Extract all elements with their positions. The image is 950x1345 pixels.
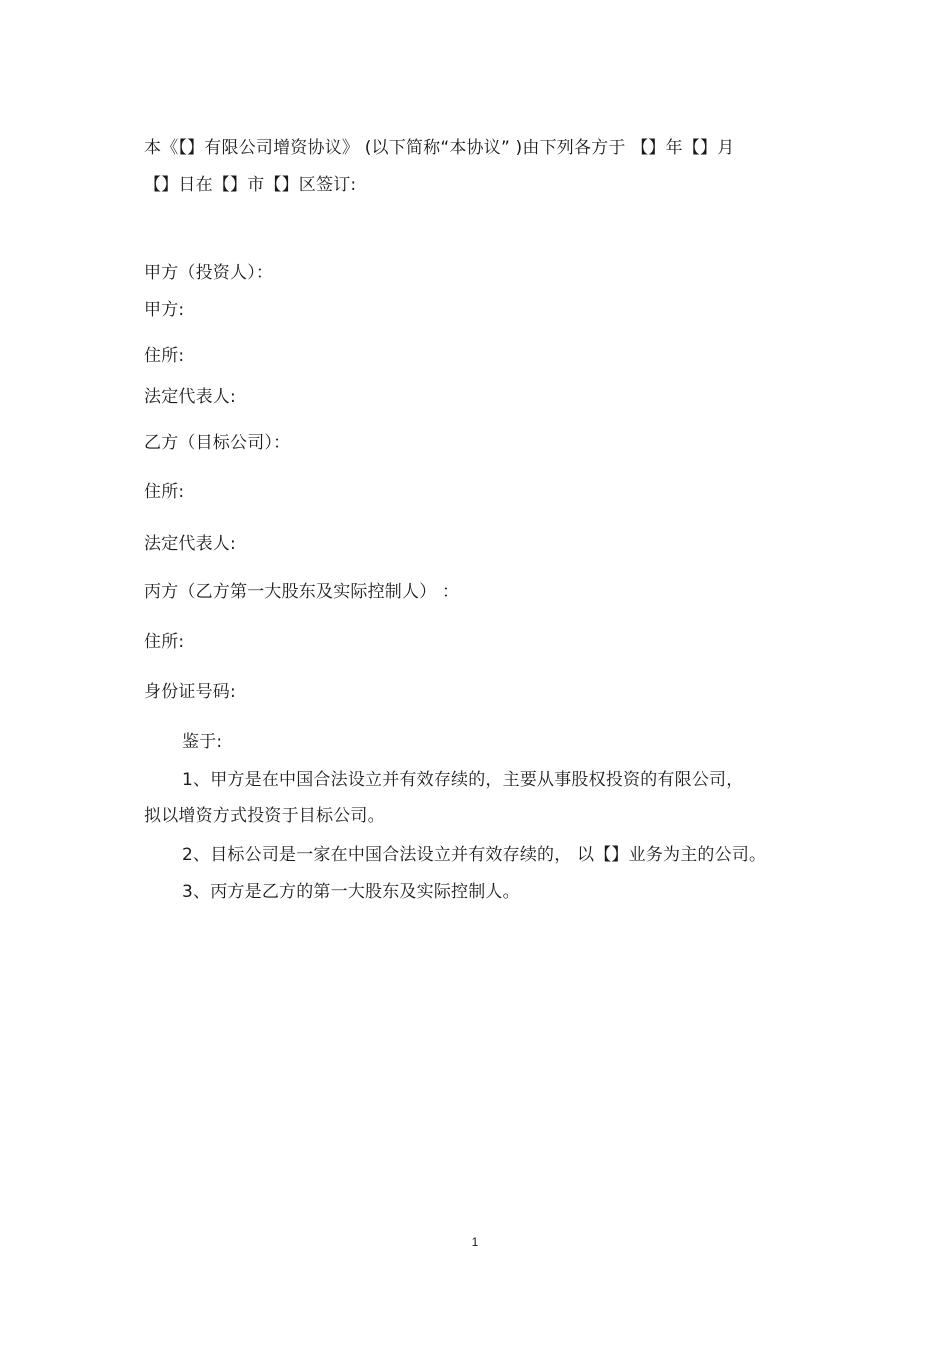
party-a-rep-label: 法定代表人: xyxy=(144,387,236,407)
party-b-rep-label: 法定代表人: xyxy=(144,534,236,554)
intro-line-1: 本《【】有限公司增资协议》 (以下简称“本协议” )由下列各方于 【】年【】月 xyxy=(144,138,735,158)
party-b-address-label: 住所: xyxy=(144,482,185,502)
recital-item-1-line-2: 拟以增资方式投资于目标公司。 xyxy=(144,806,385,826)
recitals-heading: 鉴于: xyxy=(182,732,223,752)
recital-item-2: 2、目标公司是一家在中国合法设立并有效存续的， 以【】业务为主的公司。 xyxy=(182,845,767,865)
recital-item-1-line-1: 1、甲方是在中国合法设立并有效存续的，主要从事股权投资的有限公司， xyxy=(182,770,744,790)
party-a-address-label: 住所: xyxy=(144,346,185,366)
page-number: 1 xyxy=(471,1235,479,1249)
intro-line-2: 【】日在【】市【】区签订: xyxy=(144,175,357,195)
party-c-id-label: 身份证号码: xyxy=(144,682,236,702)
party-b-heading: 乙方（目标公司）： xyxy=(144,433,291,453)
party-a-heading: 甲方（投资人）： xyxy=(144,263,274,283)
party-a-name-label: 甲方: xyxy=(144,300,185,320)
party-c-address-label: 住所: xyxy=(144,632,185,652)
recital-item-3: 3、丙方是乙方的第一大股东及实际控制人。 xyxy=(182,882,520,902)
party-c-heading: 丙方（乙方第一大股东及实际控制人） ： xyxy=(144,582,460,602)
